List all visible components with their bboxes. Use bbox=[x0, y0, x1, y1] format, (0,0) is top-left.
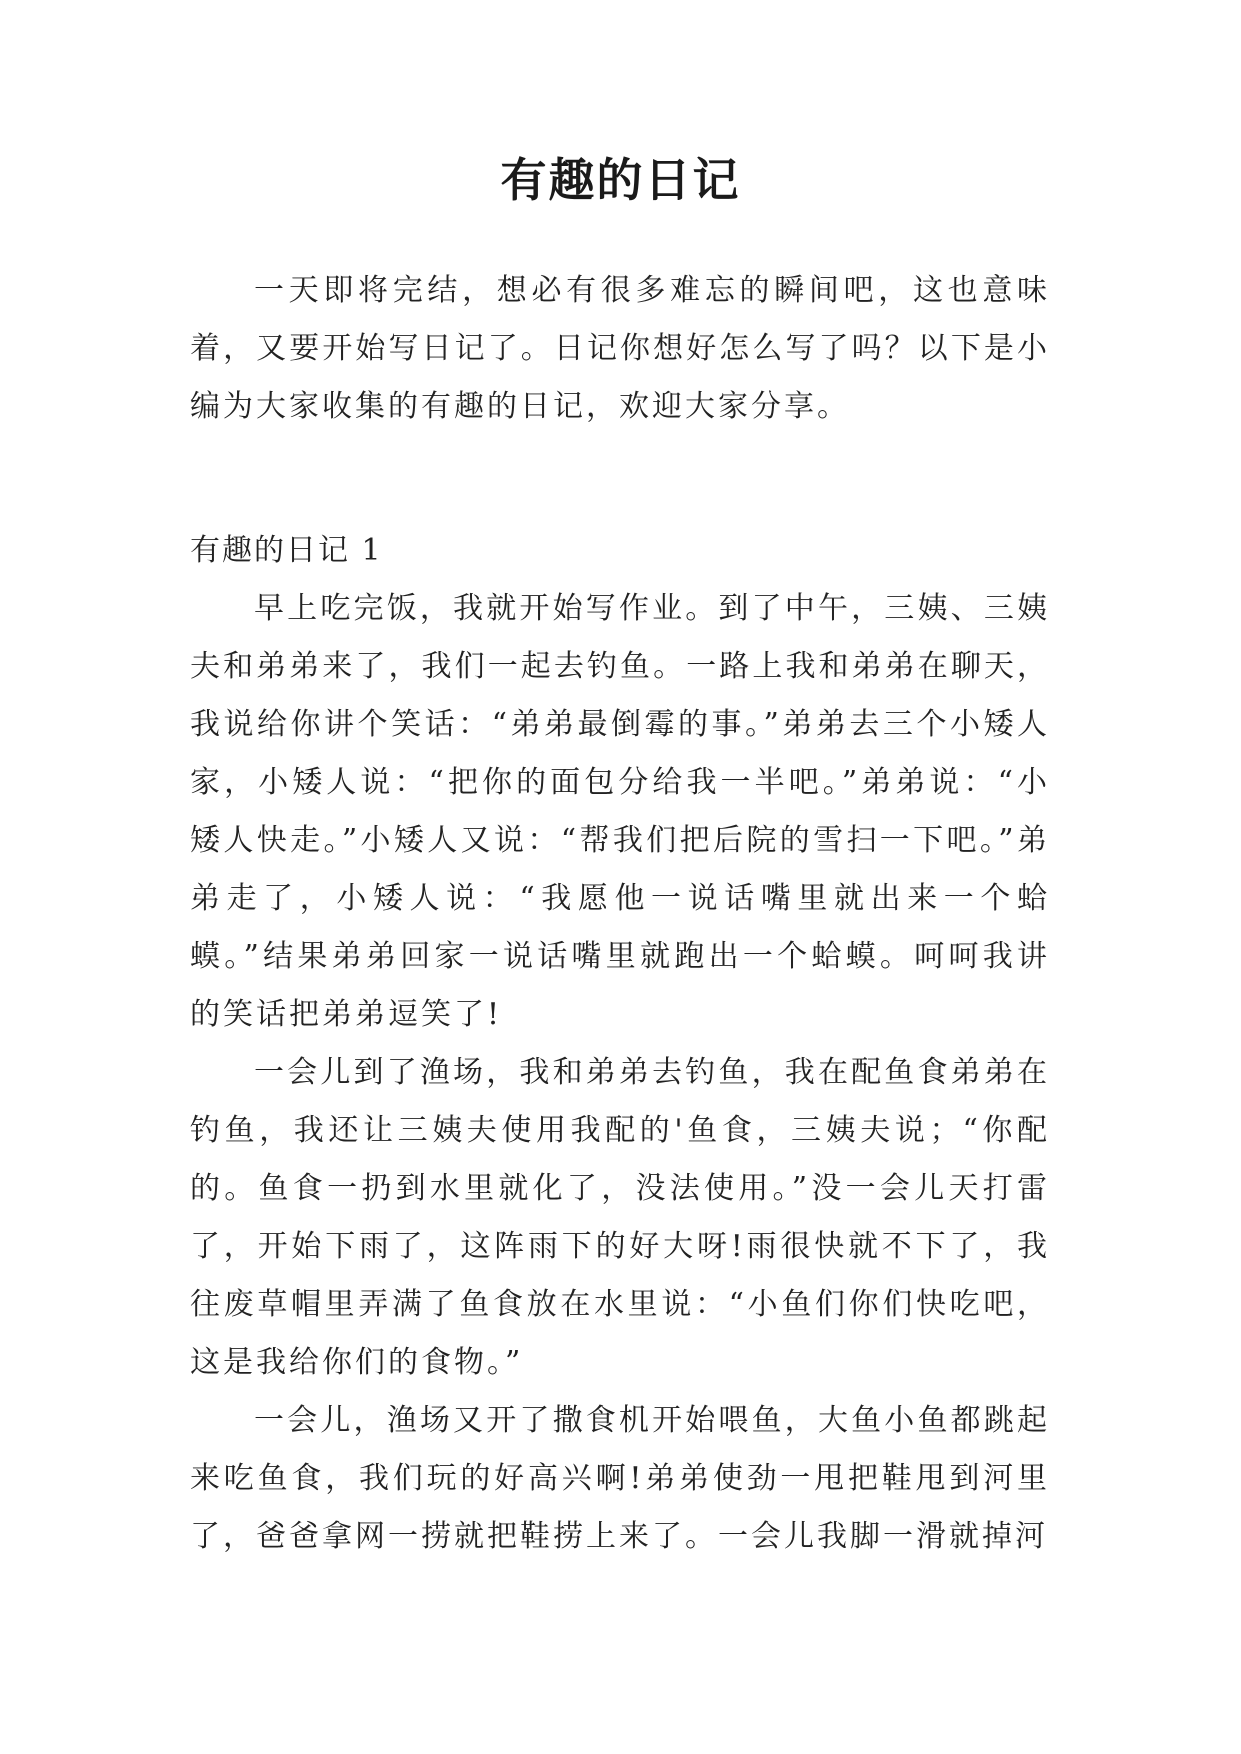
intro-paragraph: 一天即将完结，想必有很多难忘的瞬间吧，这也意味着，又要开始写日记了。日记你想好怎么写了吗？以下是小编为大家收集的有趣的日记，欢迎大家分享。 bbox=[190, 273, 1050, 424]
intro-paragraph-block bbox=[190, 262, 1050, 436]
section-heading: 有趣的日记 1 bbox=[190, 533, 383, 568]
document-title: 有趣的日记 bbox=[500, 153, 741, 207]
body-paragraph: 一会儿，渔场又开了撒食机开始喂鱼，大鱼小鱼都跳起来吃鱼食，我们玩的好高兴啊!弟弟使劲一甩把鞋甩到河里了，爸爸拿网一捞就把鞋捞上来了。一会儿我脚一滑就掉河 bbox=[190, 1403, 1050, 1554]
diary-section bbox=[190, 522, 1050, 1566]
body-paragraph: 早上吃完饭，我就开始写作业。到了中午，三姨、三姨夫和弟弟来了，我们一起去钓鱼。一路上我和弟弟在聊天，我说给你讲个笑话：“弟弟最倒霉的事。”弟弟去三个小矮人家，小矮人说：“把你的面包分给我一半吧。”弟弟说：“小矮人快走。”小矮人又说：“帮我们把后院的雪扫一下吧。”弟弟走了，小矮人说：“我愿他一说话嘴里就出来一个蛤蟆。”结果弟弟回家一说话嘴里就跑出一个蛤蟆。呵呵我讲的笑话把弟弟逗笑了! bbox=[190, 591, 1050, 1032]
body-paragraph: 一会儿到了渔场，我和弟弟去钓鱼，我在配鱼食弟弟在钓鱼，我还让三姨夫使用我配的'鱼食，三姨夫说；“你配的。鱼食一扔到水里就化了，没法使用。”没一会儿天打雷了，开始下雨了，这阵雨下的好大呀!雨很快就不下了，我往废草帽里弄满了鱼食放在水里说：“小鱼们你们快吃吧，这是我给你们的食物。” bbox=[190, 1055, 1050, 1380]
